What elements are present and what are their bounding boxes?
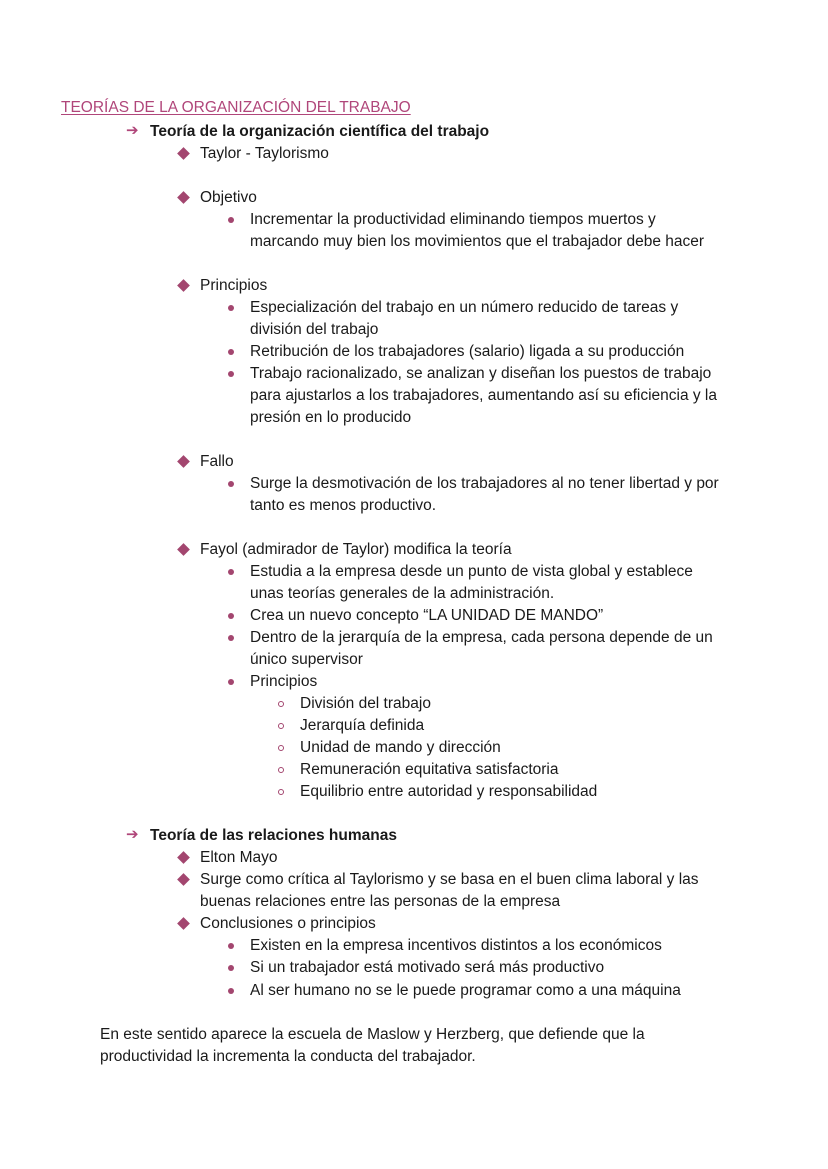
dot-bullet-icon [228, 613, 234, 619]
document-title: TEORÍAS DE LA ORGANIZACIÓN DEL TRABAJO [61, 99, 411, 116]
dot-bullet-icon [228, 635, 234, 641]
list-item: Dentro de la jerarquía de la empresa, cada persona depende de un [250, 629, 713, 646]
dot-bullet-icon [228, 371, 234, 377]
list-item-continuation: presión en lo producido [250, 409, 412, 426]
section-heading: Teoría de la organización científica del trabajo [150, 123, 490, 140]
closing-paragraph-line: productividad la incrementa la conducta del trabajador. [100, 1048, 476, 1065]
list-item: Surge como crítica al Taylorismo y se basa en el buen clima laboral y las [200, 871, 699, 888]
closing-paragraph-line: En este sentido aparece la escuela de Maslow y Herzberg, que defiende que la [100, 1026, 645, 1043]
list-item: Unidad de mando y dirección [300, 739, 501, 756]
dot-bullet-icon [228, 349, 234, 355]
diamond-bullet-icon [177, 543, 190, 556]
diamond-bullet-icon [177, 191, 190, 204]
list-item: Trabajo racionalizado, se analizan y diseñan los puestos de trabajo [250, 365, 712, 382]
list-item-continuation: unas teorías generales de la administración. [250, 585, 555, 602]
list-item: Principios [250, 673, 318, 690]
circle-bullet-icon [278, 723, 284, 729]
list-item: Al ser humano no se le puede programar como a una máquina [250, 982, 681, 999]
list-item-continuation: único supervisor [250, 651, 363, 668]
list-item: Existen en la empresa incentivos distintos a los económicos [250, 937, 662, 954]
list-item: Principios [200, 277, 268, 294]
list-item-continuation: para ajustarlos a los trabajadores, aumentando así su eficiencia y la [250, 387, 717, 404]
list-item-continuation: marcando muy bien los movimientos que el trabajador debe hacer [250, 233, 705, 250]
list-item: Especialización del trabajo en un número reducido de tareas y [250, 299, 679, 316]
list-item: Equilibrio entre autoridad y responsabilidad [300, 783, 598, 800]
dot-bullet-icon [228, 569, 234, 575]
circle-bullet-icon [278, 789, 284, 795]
list-item: Incrementar la productividad eliminando tiempos muertos y [250, 211, 656, 228]
list-item: Surge la desmotivación de los trabajadores al no tener libertad y por [250, 475, 719, 492]
list-item: Jerarquía definida [300, 717, 425, 734]
list-item: Retribución de los trabajadores (salario) ligada a su producción [250, 343, 685, 360]
list-item-continuation: tanto es menos productivo. [250, 497, 437, 514]
list-item: División del trabajo [300, 695, 431, 712]
circle-bullet-icon [278, 767, 284, 773]
dot-bullet-icon [228, 305, 234, 311]
section-heading: Teoría de las relaciones humanas [150, 827, 397, 844]
list-item: Remuneración equitativa satisfactoria [300, 761, 559, 778]
diamond-bullet-icon [177, 851, 190, 864]
list-item: Crea un nuevo concepto “LA UNIDAD DE MANDO” [250, 607, 604, 624]
list-item: Fallo [200, 453, 234, 470]
diamond-bullet-icon [177, 147, 190, 160]
diamond-bullet-icon [177, 873, 190, 886]
circle-bullet-icon [278, 745, 284, 751]
list-item-continuation: división del trabajo [250, 321, 379, 338]
dot-bullet-icon [228, 988, 234, 994]
list-item: Fayol (admirador de Taylor) modifica la teoría [200, 541, 512, 558]
arrow-icon: ➔ [126, 826, 139, 843]
list-item: Si un trabajador está motivado será más productivo [250, 959, 605, 976]
diamond-bullet-icon [177, 279, 190, 292]
dot-bullet-icon [228, 965, 234, 971]
dot-bullet-icon [228, 217, 234, 223]
circle-bullet-icon [278, 701, 284, 707]
diamond-bullet-icon [177, 917, 190, 930]
diamond-bullet-icon [177, 455, 190, 468]
dot-bullet-icon [228, 679, 234, 685]
list-item: Estudia a la empresa desde un punto de vista global y establece [250, 563, 693, 580]
list-item: Taylor - Taylorismo [200, 145, 329, 162]
dot-bullet-icon [228, 481, 234, 487]
dot-bullet-icon [228, 943, 234, 949]
list-item: Objetivo [200, 189, 257, 206]
list-item: Elton Mayo [200, 849, 278, 866]
list-item-continuation: buenas relaciones entre las personas de la empresa [200, 893, 561, 910]
list-item: Conclusiones o principios [200, 915, 376, 932]
arrow-icon: ➔ [126, 122, 139, 139]
